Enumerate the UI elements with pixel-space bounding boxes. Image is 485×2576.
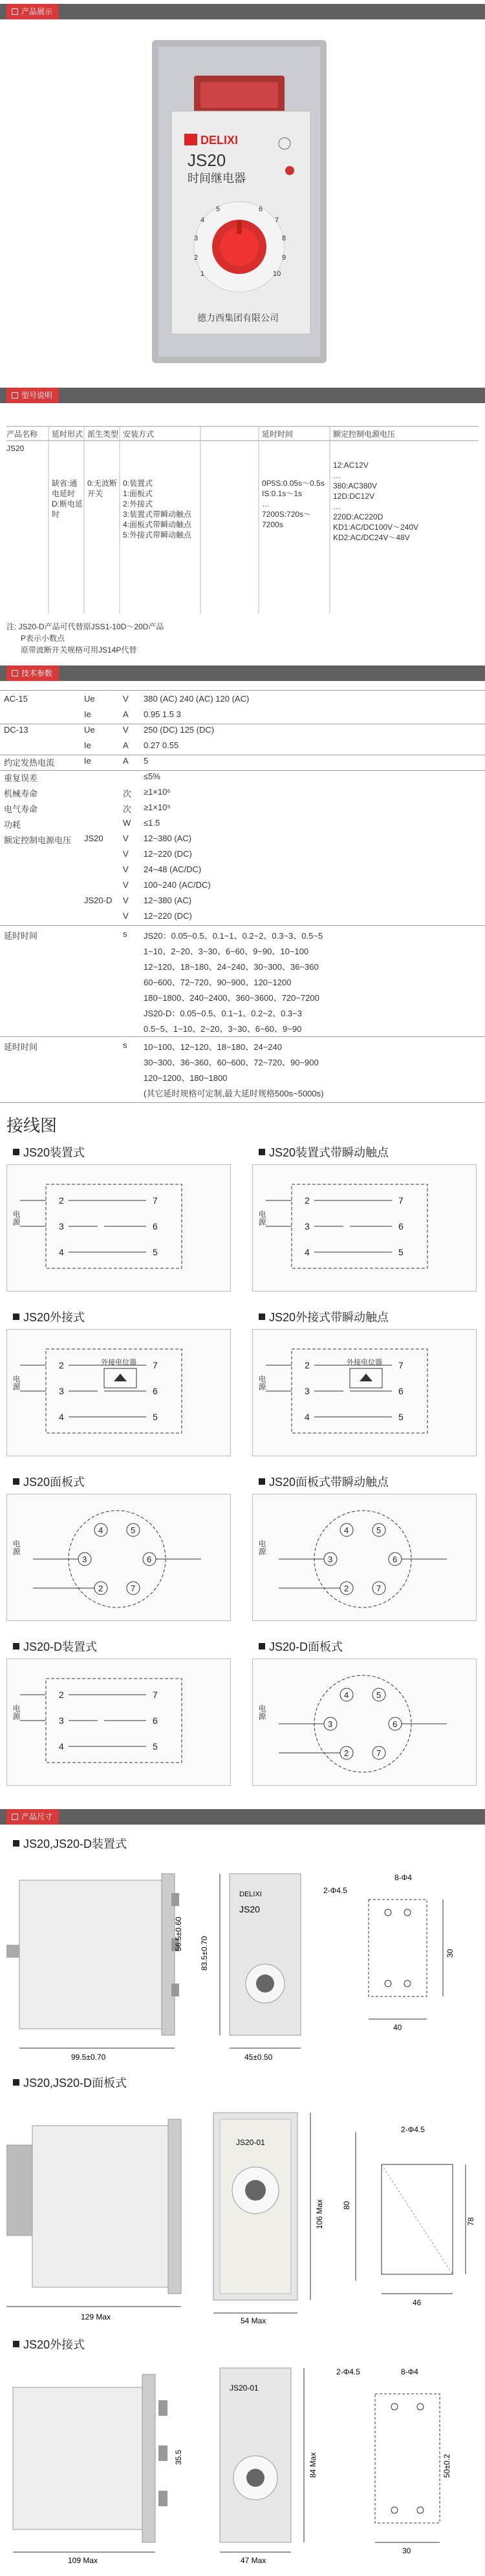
svg-text:7: 7 (376, 1584, 382, 1593)
wiring-diagram (6, 1494, 231, 1621)
tech-param-value: 12~380 (AC) (144, 895, 192, 905)
svg-text:5: 5 (398, 1247, 404, 1257)
section-title: 技术参数 (21, 669, 53, 678)
external-pot-label: 外接电位器 (101, 1359, 136, 1367)
table-divider (0, 925, 485, 926)
g3-height: 84 Max (308, 2452, 318, 2478)
svg-text:2: 2 (59, 1690, 64, 1700)
delay2-label: 延时时间 (4, 1042, 38, 1052)
delay-value-line: 1~10、2~20、3~30、6~60、9~90、10~100 (144, 947, 309, 956)
power-label: 电源 (257, 1375, 266, 1390)
tech-param-value: ≥1×10⁵ (144, 802, 171, 812)
dims-group-3-title (13, 2336, 85, 2352)
header-voltage: 额定控制电源电压 (333, 430, 396, 439)
wiring-title-text: JS20面板式 (23, 1476, 85, 1489)
svg-text:5: 5 (376, 1525, 382, 1535)
header-delay-form: 延时形式 (52, 430, 83, 439)
g1-height2: 56.5±0.60 (174, 1916, 183, 1951)
dims-group-1-title-text: JS20,JS20-D装置式 (23, 1838, 127, 1850)
svg-text:3: 3 (328, 1719, 333, 1729)
wiring-diagram (252, 1164, 477, 1292)
g3-h2: 35.5 (174, 2449, 183, 2465)
svg-text:4: 4 (344, 1690, 349, 1700)
table-divider (0, 690, 485, 691)
delay-unit: s (123, 929, 127, 939)
svg-text:6: 6 (393, 1719, 398, 1729)
g1-h3: 30 (446, 1949, 455, 1958)
wiring-title (259, 1473, 389, 1490)
wiring-diagram (252, 1329, 477, 1456)
svg-text:2: 2 (344, 1748, 349, 1758)
wiring-diagram (6, 1164, 231, 1292)
model-table (6, 414, 479, 614)
header-mount: 安装方式 (123, 430, 155, 439)
section-title: 产品展示 (21, 7, 53, 16)
tech-param-unit: 次 (123, 804, 132, 814)
tech-param-unit: V (123, 725, 129, 735)
svg-text:6: 6 (153, 1221, 158, 1231)
tech-param-unit: A (123, 740, 129, 750)
tech-param-symbol: Ue (84, 694, 95, 704)
section-bar-tech (0, 665, 485, 681)
section-tab (6, 665, 59, 681)
wiring-title-text: JS20装置式带瞬动触点 (269, 1146, 389, 1159)
mount-type: 0:装置式 1:面板式 2:外接式 3:装置式带瞬动触点 4:面板式带瞬动触点 5:外接式带瞬动触点 (123, 479, 192, 539)
square-icon (12, 392, 18, 399)
svg-text:2: 2 (59, 1195, 64, 1206)
svg-text:6: 6 (398, 1386, 404, 1396)
svg-text:3: 3 (59, 1715, 64, 1726)
power-label: 电源 (12, 1540, 21, 1555)
svg-text:5: 5 (131, 1525, 136, 1535)
section-bar-product (0, 4, 485, 19)
tech-param-unit: V (123, 880, 129, 890)
tech-param-unit: V (123, 895, 129, 905)
table-divider (0, 1102, 485, 1103)
wiring-title-text: JS20-D装置式 (23, 1640, 98, 1653)
g2-model-label: JS20-01 (236, 2138, 265, 2147)
tech-param-value: 380 (AC) 240 (AC) 120 (AC) (144, 694, 250, 704)
tech-param-name: 重复误差 (4, 773, 38, 783)
section-bar-model (0, 388, 485, 403)
tech-param-name: 机械寿命 (4, 789, 38, 799)
delay-value-line: JS20：0.05~0.5、0.1~1、0.2~2、0.3~3、0.5~5 (144, 931, 323, 941)
tech-param-name: DC-13 (4, 725, 28, 735)
tech-param-symbol: Ue (84, 725, 95, 735)
wiring-title-text: JS20外接式带瞬动触点 (269, 1311, 389, 1324)
g2-hole: 2-Φ4.5 (401, 2125, 425, 2134)
svg-text:3: 3 (194, 235, 199, 242)
tech-param-value: ≤1.5 (144, 818, 160, 828)
g2-height: 106 Max (315, 2199, 324, 2229)
svg-text:6: 6 (153, 1386, 158, 1396)
svg-text:6: 6 (398, 1221, 404, 1231)
svg-text:9: 9 (282, 254, 286, 262)
svg-text:5: 5 (376, 1690, 382, 1700)
delay2-value-line: (其它延时规格可定制,最大延时规格500s~5000s) (144, 1089, 324, 1098)
model-note-3: 原带波断开关规格可用JS14P代替 (21, 645, 137, 654)
wiring-diagram (6, 1329, 231, 1456)
tech-param-unit: A (123, 756, 129, 766)
svg-text:4: 4 (59, 1247, 64, 1257)
tech-param-value: 0.95 1.5 3 (144, 709, 181, 719)
tech-param-symbol: Ie (84, 740, 91, 750)
product-model: JS20 (188, 151, 226, 170)
svg-text:5: 5 (398, 1412, 404, 1422)
tech-param-unit: V (123, 911, 129, 921)
dims-group-3 (6, 2355, 479, 2571)
model-name: JS20 (6, 444, 25, 453)
tech-param-unit: V (123, 833, 129, 843)
tech-param-value: 0.27 0.55 (144, 740, 179, 750)
svg-text:7: 7 (398, 1195, 404, 1206)
section-bar-dims (0, 1809, 485, 1825)
g3-front-width: 47 Max (241, 2556, 266, 2565)
wiring-title (13, 1638, 97, 1655)
svg-text:6: 6 (147, 1555, 152, 1564)
voltage-list: 12:AC12V … 380:AC380V 12D:DC12V … 220D:AC220D KD1:AC/DC100V～240V KD2:AC/DC24V～48V (333, 461, 419, 542)
tech-param-value: 12~380 (AC) (144, 833, 192, 843)
tech-param-unit: V (123, 694, 129, 704)
dims-group-2 (6, 2093, 479, 2326)
g3-model-label: JS20-01 (230, 2383, 259, 2393)
svg-text:5: 5 (153, 1247, 158, 1257)
tech-param-value: 24~48 (AC/DC) (144, 864, 202, 874)
svg-text:4: 4 (305, 1247, 310, 1257)
wiring-diagram (252, 1659, 477, 1786)
svg-text:7: 7 (376, 1748, 382, 1758)
svg-text:JS20: JS20 (239, 1904, 260, 1914)
svg-text:2: 2 (344, 1584, 349, 1593)
svg-text:3: 3 (305, 1221, 310, 1231)
svg-text:5: 5 (216, 205, 221, 213)
delay-value-line: 0.5~5、1~10、2~20、3~30、6~60、9~90 (144, 1024, 302, 1034)
derive-type: 0:无波断开关 (87, 479, 118, 498)
wiring-title (13, 1473, 85, 1490)
tech-param-unit: 次 (123, 789, 132, 799)
g2-front-width: 54 Max (241, 2316, 266, 2325)
delay-label: 延时时间 (4, 931, 38, 941)
svg-text:2: 2 (194, 254, 199, 262)
g2-width: 129 Max (81, 2312, 111, 2321)
svg-text:1: 1 (200, 270, 205, 278)
g3-w2: 30 (402, 2546, 411, 2555)
tech-param-symbol: JS20 (84, 833, 103, 843)
tech-param-symbol: Ie (84, 756, 91, 766)
delay2-unit: s (123, 1040, 127, 1050)
section-tab (6, 388, 59, 403)
g2-side: 80 (342, 2201, 351, 2210)
section-title: 产品尺寸 (21, 1812, 53, 1821)
wiring-title (259, 1638, 343, 1655)
tech-table (0, 690, 485, 1104)
product-name: 时间继电器 (188, 172, 246, 185)
svg-text:5: 5 (153, 1741, 158, 1752)
table-divider (0, 1036, 485, 1037)
dims-group-1 (6, 1854, 479, 2068)
tech-param-name: 电气寿命 (4, 804, 38, 814)
g3-h3: 50±0.2 (442, 2454, 451, 2478)
g1-w2: 40 (393, 2023, 402, 2032)
delay2-value-line: 120~1200、180~1800 (144, 1073, 228, 1083)
power-label: 电源 (257, 1704, 266, 1720)
svg-text:2: 2 (305, 1360, 310, 1370)
section-tab (6, 1809, 59, 1825)
tech-param-name: 功耗 (4, 820, 21, 830)
power-label: 电源 (12, 1210, 21, 1226)
svg-text:4: 4 (59, 1741, 64, 1752)
g1-front-width: 45±0.50 (244, 2053, 273, 2062)
delay-time: 0P5S:0.05s～0.5s IS:0.1s～1s … 7200S:720s～7200s (262, 479, 325, 529)
wiring-title (13, 1144, 85, 1160)
tech-param-value: 5 (144, 756, 149, 766)
power-label: 电源 (257, 1540, 266, 1555)
wiring-diagrams (0, 1144, 485, 1803)
g1-hole: 2-Φ4.5 (323, 1886, 347, 1895)
tech-param-value: ≤5% (144, 771, 160, 781)
svg-text:7: 7 (398, 1360, 404, 1370)
svg-text:3: 3 (328, 1555, 333, 1564)
delay-form: 缺省:通电延时 D:断电延时 (52, 479, 83, 519)
square-icon (12, 1814, 18, 1820)
wiring-title-text: JS20外接式 (23, 1311, 85, 1324)
g1-width: 99.5±0.70 (71, 2053, 106, 2062)
tech-param-unit: V (123, 849, 129, 859)
model-note-1: 注: JS20-D产品可代替原JSS1-10D～20D产品 (6, 622, 164, 631)
tech-param-unit: V (123, 864, 129, 874)
wiring-title (259, 1144, 389, 1160)
svg-text:2: 2 (98, 1584, 103, 1593)
wiring-diagram (6, 1659, 231, 1786)
delay-value-line: JS20-D：0.05~0.5、0.1~1、0.2~2、0.3~3 (144, 1009, 302, 1018)
tech-param-value: 250 (DC) 125 (DC) (144, 725, 215, 735)
g3-hole: 2-Φ4.5 (336, 2367, 360, 2376)
wiring-title (13, 1308, 85, 1325)
delay-value-line: 60~600、72~720、90~900、120~1200 (144, 978, 292, 987)
svg-text:7: 7 (153, 1360, 158, 1370)
svg-text:2: 2 (305, 1195, 310, 1206)
wiring-title-text: JS20装置式 (23, 1146, 85, 1159)
wiring-diagram (252, 1494, 477, 1621)
svg-text:4: 4 (305, 1412, 310, 1422)
product-photo (0, 21, 485, 382)
svg-text:7: 7 (153, 1690, 158, 1700)
header-delay-time: 延时时间 (262, 430, 294, 439)
g3-pins: 8-Φ4 (401, 2367, 418, 2376)
delay-value-line: 180~1800、240~2400、360~3600、720~7200 (144, 993, 319, 1003)
wiring-title (259, 1308, 389, 1325)
section-title: 型号说明 (21, 391, 53, 400)
svg-text:DELIXI: DELIXI (239, 1890, 262, 1898)
power-label: 电源 (257, 1210, 266, 1226)
wiring-title-text: JS20面板式带瞬动触点 (269, 1476, 389, 1489)
delay-value-line: 12~120、18~180、24~240、30~300、36~360 (144, 962, 319, 972)
svg-text:6: 6 (153, 1715, 158, 1726)
tech-param-value: 12~220 (DC) (144, 911, 192, 921)
wiring-heading-text: 接线图 (6, 1116, 58, 1135)
tech-param-symbol: Ie (84, 709, 91, 719)
g2-w2: 46 (413, 2298, 422, 2307)
svg-text:4: 4 (344, 1525, 349, 1535)
tech-param-unit: A (123, 709, 129, 719)
model-note-2: P表示小数点 (21, 634, 65, 643)
svg-text:7: 7 (153, 1195, 158, 1206)
g3-width: 109 Max (68, 2556, 98, 2565)
tech-param-value: ≥1×10⁶ (144, 787, 171, 797)
svg-text:7: 7 (131, 1584, 136, 1593)
svg-text:3: 3 (305, 1386, 310, 1396)
brand-logo: DELIXI (200, 134, 239, 147)
delay2-value-line: 30~300、36~360、60~600、72~720、90~900 (144, 1058, 319, 1067)
section-tab (6, 4, 59, 19)
power-label: 电源 (12, 1375, 21, 1390)
svg-text:4: 4 (59, 1412, 64, 1422)
header-name: 产品名称 (6, 430, 38, 439)
svg-text:7: 7 (275, 216, 279, 224)
svg-text:6: 6 (259, 205, 263, 213)
svg-text:3: 3 (82, 1555, 87, 1564)
tech-param-name: AC-15 (4, 694, 28, 704)
g1-height: 83.5±0.70 (200, 1936, 209, 1971)
maker-name: 德力西集团有限公司 (197, 313, 279, 323)
external-pot-label: 外接电位器 (347, 1359, 382, 1367)
delay2-value-line: 10~100、12~120、18~180、24~240 (144, 1042, 282, 1052)
dims-group-1-title (13, 1835, 127, 1852)
dims-group-2-title (13, 2074, 127, 2091)
tech-param-value: 12~220 (DC) (144, 849, 192, 859)
svg-text:3: 3 (59, 1386, 64, 1396)
svg-text:8: 8 (282, 235, 286, 242)
table-divider (0, 770, 485, 771)
svg-text:5: 5 (153, 1412, 158, 1422)
g1-pins: 8-Φ4 (394, 1873, 412, 1882)
dims-group-3-title-text: JS20外接式 (23, 2338, 85, 2351)
wiring-title-text: JS20-D面板式 (269, 1640, 343, 1653)
square-icon (12, 670, 18, 676)
svg-text:4: 4 (200, 216, 205, 224)
tech-param-unit: W (123, 818, 131, 828)
power-label: 电源 (12, 1704, 21, 1720)
tech-param-symbol: JS20-D (84, 895, 113, 905)
dims-group-2-title-text: JS20,JS20-D面板式 (23, 2077, 127, 2089)
tech-param-value: 100~240 (AC/DC) (144, 880, 211, 890)
g2-h2: 78 (466, 2217, 475, 2226)
svg-text:2: 2 (59, 1360, 64, 1370)
tech-param-name: 约定发热电流 (4, 758, 55, 768)
square-icon (12, 8, 18, 15)
svg-text:4: 4 (98, 1525, 103, 1535)
svg-text:6: 6 (393, 1555, 398, 1564)
svg-text:3: 3 (59, 1221, 64, 1231)
header-derive: 派生类型 (87, 430, 119, 439)
svg-text:10: 10 (273, 270, 281, 278)
wiring-heading (6, 1113, 57, 1136)
tech-param-name: 额定控制电源电压 (4, 835, 72, 845)
